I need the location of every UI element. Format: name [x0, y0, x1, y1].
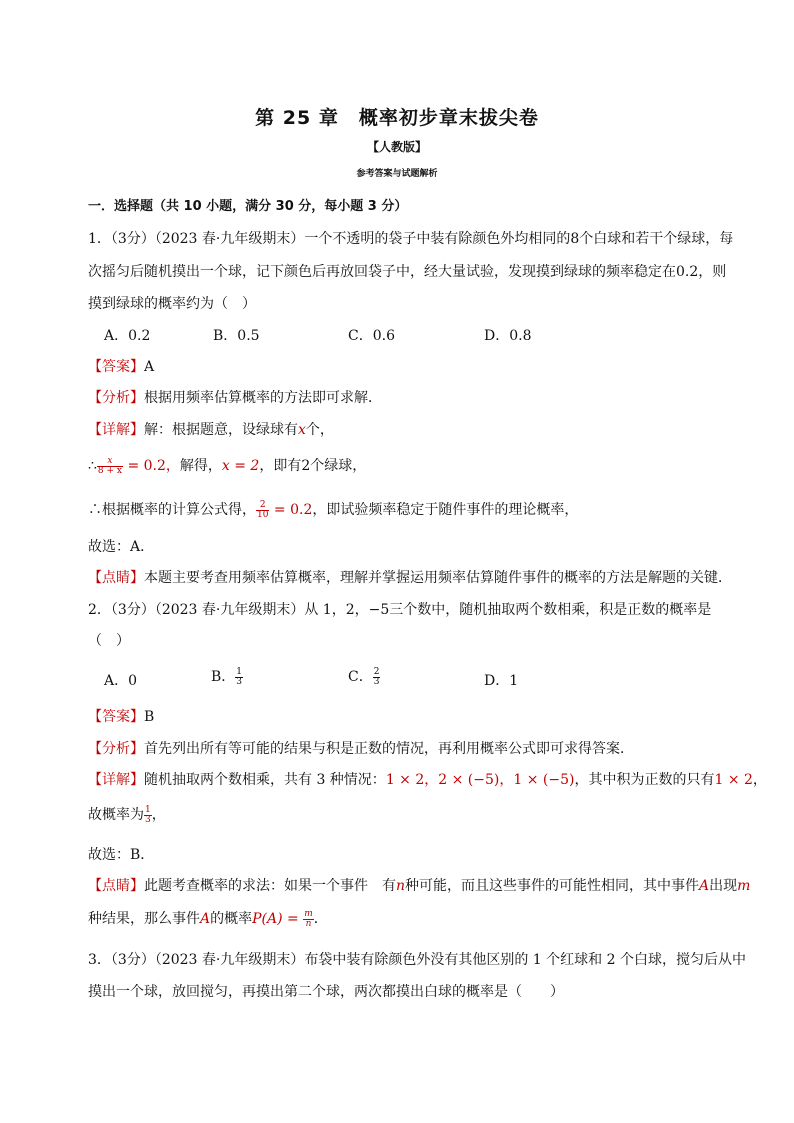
- fraction-numerator: m: [304, 908, 313, 919]
- edition-label: 【人教版】: [366, 140, 427, 154]
- therefore-symbol: ∴: [88, 458, 97, 474]
- comment-text: ．: [313, 911, 328, 927]
- math-variable: A: [200, 911, 211, 927]
- fraction-numerator: 2: [373, 666, 380, 677]
- q2-answer: [88, 707, 154, 727]
- q1-option-d: D．0.8: [484, 328, 532, 344]
- q1-option-c: C．0.6: [348, 328, 395, 344]
- option-label: C．: [348, 669, 373, 685]
- math-expression: 1 × 2: [714, 772, 753, 788]
- comment-text: 出现: [709, 878, 738, 894]
- q2-stem-line2: （ ）: [88, 633, 130, 649]
- detail-text: 故概率为: [88, 807, 144, 823]
- q2-option-b: [211, 666, 243, 687]
- q1-comment: [88, 568, 732, 588]
- math-variable: x: [298, 422, 306, 438]
- fraction-numerator: 1: [236, 666, 243, 677]
- math-equation: = 0.2，: [123, 458, 180, 474]
- fraction-numerator: x: [97, 457, 123, 467]
- analysis-text: 根据用频率估算概率的方法即可求解．: [144, 390, 382, 406]
- math-equation: = 0.2: [269, 502, 313, 518]
- fraction-denominator: 8 + x: [97, 465, 122, 476]
- comment-tag: 【点睛】: [88, 570, 144, 586]
- math-fraction: [373, 668, 381, 687]
- q1-answer: [88, 357, 154, 377]
- comment-text: 种可能，而且这些事件的可能性相同，其中事件: [405, 878, 700, 894]
- comment-text: 种结果，那么事件: [88, 911, 200, 927]
- q2-comment-line1: [88, 876, 750, 896]
- fraction-denominator: 3: [145, 814, 151, 825]
- math-variable: m: [737, 878, 751, 894]
- q2-choice: 故选：B．: [88, 847, 155, 863]
- q2-detail-line2: [88, 805, 166, 825]
- fraction-denominator: 3: [373, 676, 380, 687]
- q3-stem-line2: 摸出一个球，放回搅匀，再摸出第二个球，两次都摸出白球的概率是（ ）: [88, 984, 564, 1000]
- fraction-denominator: 3: [236, 676, 243, 687]
- math-expression: P(A) =: [252, 911, 304, 927]
- answer-value: A: [144, 359, 155, 375]
- math-variable: n: [396, 878, 406, 894]
- detail-text: ∴根据概率的计算公式得，: [88, 502, 256, 518]
- comment-tag: 【点睛】: [88, 878, 144, 894]
- q1-detail-line3: [88, 500, 578, 520]
- math-expression: 1 × 2，2 × (−5)，1 × (−5): [385, 772, 575, 788]
- detail-text: ，: [752, 772, 767, 788]
- analysis-tag: 【分析】: [88, 741, 144, 757]
- page-title: 第 25 章 概率初步章末拔尖卷: [255, 107, 539, 129]
- q1-detail-line1: [88, 420, 334, 440]
- q2-option-d: D．1: [484, 673, 519, 689]
- answer-value: B: [144, 709, 155, 725]
- detail-tag: 【详解】: [88, 422, 144, 438]
- q1-detail-line2: [88, 456, 366, 476]
- q1-stem-line3: 摸到绿球的概率约为（ ）: [88, 296, 256, 312]
- fraction-denominator: 10: [257, 509, 269, 520]
- detail-tag: 【详解】: [88, 772, 144, 788]
- detail-text: ，: [151, 807, 166, 823]
- detail-text: ，即有2个绿球，: [259, 458, 367, 474]
- fraction-numerator: 2: [256, 501, 269, 511]
- math-fraction: [97, 457, 123, 476]
- q1-option-a: A．0.2: [104, 328, 151, 344]
- q2-detail-line1: [88, 770, 767, 790]
- q2-analysis: [88, 739, 634, 759]
- q2-comment-line2: [88, 909, 328, 929]
- detail-text: 解：根据题意，设绿球有: [144, 422, 298, 438]
- math-solution: x = 2: [221, 458, 260, 474]
- option-label: B．: [211, 669, 236, 685]
- q1-choice: 故选：A．: [88, 539, 155, 555]
- analysis-text: 首先列出所有等可能的结果与积是正数的情况，再利用概率公式即可求得答案．: [144, 741, 634, 757]
- q1-option-b: B．0.5: [213, 328, 260, 344]
- math-variable: A: [699, 878, 710, 894]
- comment-text: 此题考查概率的求法：如果一个事件 有: [144, 878, 396, 894]
- q2-option-a: A．0: [104, 673, 138, 689]
- detail-text: 个，: [305, 422, 334, 438]
- math-fraction: [144, 806, 152, 825]
- comment-text: 本题主要考查用频率估算概率，理解并掌握运用频率估算随件事件的概率的方法是解题的关键．: [144, 570, 732, 586]
- math-fraction: [303, 910, 314, 929]
- q1-stem-line1: 1．（3分）（2023 春·九年级期末）一个不透明的袋子中装有除颜色外均相同的8个白球和若干个绿球，每: [88, 231, 734, 247]
- math-fraction: [256, 501, 269, 520]
- fraction-denominator: n: [305, 918, 312, 929]
- comment-text: 的概率: [210, 911, 253, 927]
- answer-tag: 【答案】: [88, 709, 144, 725]
- q1-analysis: [88, 388, 382, 408]
- q3-stem-line1: 3．（3分）（2023 春·九年级期末）布袋中装有除颜色外没有其他区别的 1 个红球和 2 个白球，搅匀后从中: [88, 952, 746, 968]
- q1-stem-line2: 次摇匀后随机摸出一个球，记下颜色后再放回袋子中，经大量试验，发现摸到绿球的频率稳定在0.2，则: [88, 264, 727, 280]
- section-heading: 一．选择题（共 10 小题，满分 30 分，每小题 3 分）: [88, 199, 408, 214]
- math-fraction: [235, 668, 243, 687]
- detail-text: 随机抽取两个数相乘，共有 3 种情况：: [144, 772, 386, 788]
- analysis-tag: 【分析】: [88, 390, 144, 406]
- fraction-numerator: 1: [145, 804, 151, 815]
- q2-option-c: [348, 666, 380, 687]
- detail-text: 解得，: [179, 458, 222, 474]
- q2-stem-line1: 2．（3分）（2023 春·九年级期末）从 1，2，−5三个数中，随机抽取两个数相乘，积是正数的概率是: [88, 602, 712, 618]
- detail-text: ，即试验频率稳定于随件事件的理论概率，: [312, 502, 579, 518]
- detail-text: ，其中积为正数的只有: [574, 772, 715, 788]
- answer-tag: 【答案】: [88, 359, 144, 375]
- answer-key-subtitle: 参考答案与试题解析: [356, 169, 438, 179]
